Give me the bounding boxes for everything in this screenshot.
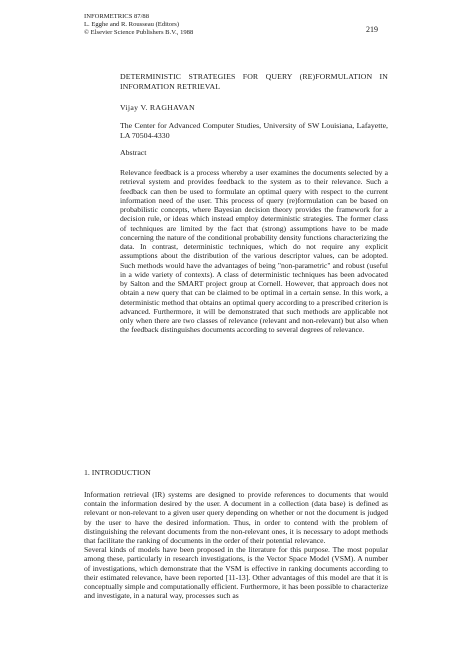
author-affiliation: The Center for Advanced Computer Studies, University of SW Louisiana, Lafayette, LA 70504-4330 bbox=[120, 121, 388, 140]
introduction-paragraph-2: Several kinds of models have been proposed in the literature for this purpose. The most popular among these, particularly in research investigations, is the Vector Space Model (VSM). A number of investigations, which demonstrate that the VSM is effective in ranking documents according to their estimated relevance, have been reported [11-13]. Other advantages of this model are that it is conceptually simple and computationally efficient. Furthermore, it has been possible to characterize and investigate, in a natural way, processes such as bbox=[84, 545, 388, 601]
introduction-body bbox=[84, 490, 388, 600]
editors-line: L. Egghe and R. Rousseau (Editors) bbox=[84, 21, 180, 28]
introduction-paragraph-1: Information retrieval (IR) systems are designed to provide references to documents that would contain the information desired by the user. A document in a collection (data base) is defined as relevant or non-relevant to a given user query depending on whether or not the document is judged by the user to have the desired information. Thus, in order to contend with the problem of distinguishing the relevant documents from the non-relevant ones, it is necessary to adopt methods that facilitate the ranking of documents in the order of their potential relevance. bbox=[84, 490, 388, 546]
page-number: 219 bbox=[366, 25, 378, 34]
abstract-heading: Abstract bbox=[120, 148, 147, 157]
paper-title: DETERMINISTIC STRATEGIES FOR QUERY (RE)FORMULATION IN INFORMATION RETRIEVAL bbox=[120, 72, 388, 91]
section-heading-introduction: 1. INTRODUCTION bbox=[84, 468, 151, 477]
publisher-line: © Elsevier Science Publishers B.V., 1988 bbox=[84, 29, 194, 36]
abstract-body bbox=[120, 168, 388, 335]
journal-name: INFORMETRICS 87/88 bbox=[84, 13, 150, 20]
publication-header bbox=[84, 13, 193, 37]
abstract-paragraph: Relevance feedback is a process whereby a user examines the documents selected by a retrieval system and provides feedback to the system as to their relevance. Such a feedback can then be used to formulate an optimal query with respect to the current information need of the user. This process of query (re)formulation can be based on probabilistic concepts, where Bayesian decision theory provides the framework for a decision rule, or ideas which instead employ deterministic strategies. The former class of techniques are limited by the fact that (strong) assumptions have to be made concerning the nature of the conditional probability density functions characterizing the data. In contrast, deterministic techniques, which do not require any explicit assumptions about the distribution of the various descriptor values, can be adopted. Such methods would have the advantages of being "non-parametric" and robust (useful in a wide variety of contexts). A class of deterministic techniques has been advocated by Salton and the SMART project group at Cornell. However, that approach does not obtain a new query that can be claimed to be optimal in a certain sense. In this work, a deterministic method that obtains an optimal query according to a prescribed criterion is advanced. Furthermore, it will be demonstrated that such methods are applicable not only when there are two classes of relevance (relevant and non-relevant) but also when the feedback distinguishes documents according to several degrees of relevance. bbox=[120, 168, 388, 335]
author-name: Vijay V. RAGHAVAN bbox=[120, 103, 195, 112]
